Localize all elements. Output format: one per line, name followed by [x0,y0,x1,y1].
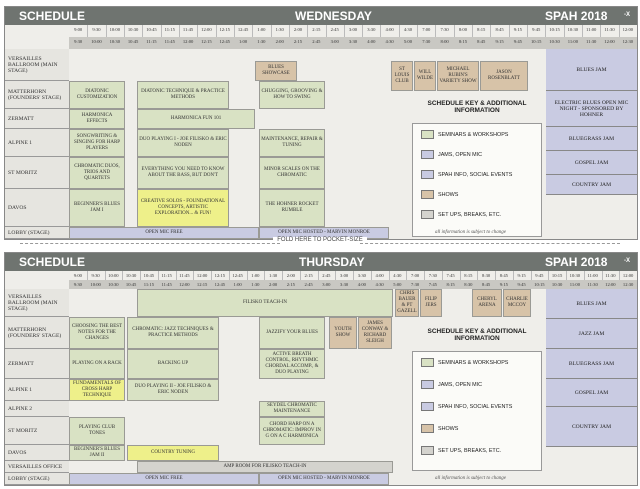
room-versailles-office: VERSAILLES OFFICE [5,461,69,473]
time-slot-label: 2:45 [326,25,345,37]
setup-swatch [421,446,434,455]
key-setup [421,210,501,219]
event-open-mic-free: OPEN MIC FREE [69,227,259,239]
time-slot-label: 12:30 [619,280,638,289]
time-slot-label: 4:30 [371,280,390,289]
key-jams [421,380,482,389]
time-slot-label: 12:00 [176,280,195,289]
time-slot-label: 9:15 [495,280,514,289]
right-jazz-jam: JAZZ JAM [546,319,637,349]
right-country-jam: COUNTRY JAM [546,175,637,195]
time-slot-label: 10:30 [548,280,567,289]
setup-swatch [421,210,434,219]
time-slot-label: 11:00 [564,37,583,49]
right-country-jam: COUNTRY JAM [546,407,637,447]
event-michael-rubin: MICHAEL RUBIN'S VARIETY SHOW [437,61,479,91]
time-slot-label: 1:00 [229,280,248,289]
key-setup-label: SET UPS, BREAKS, ETC. [438,211,502,218]
event-cheryl-arena: CHERYL ARENA [472,289,502,317]
time-slot-label: 2:45 [318,271,337,280]
event-will-wilde: WILL WILDE [414,61,436,91]
event-country-tuning: COUNTRY TUNING [127,445,219,461]
key-seminars-label: SEMINARS & WORKSHOPS [438,359,509,366]
event-everything-bass: EVERYTHING YOU NEED TO KNOW ABOUT THE BASS, BUT DON'T [137,157,229,189]
fold-dash-left [20,243,280,244]
event-title: SPAH 2018 [545,9,608,23]
event-james-conway: JAMES CONWAY & RICHARD SLEIGH [358,317,392,349]
wednesday-header [5,7,637,25]
event-chugging: CHUGGING, GROOVING & HOW TO SWING [259,81,325,109]
time-slot-label: 7:30 [435,25,454,37]
event-fundamentals: FUNDAMENTALS OF CROSS HARP TECHNIQUE [69,379,125,401]
time-slot-label: 5:00 [399,37,418,49]
time-slot-label: 8:45 [472,37,491,49]
time-slot-label: 10:30 [566,271,585,280]
time-slot-label: 2:00 [282,271,301,280]
event-songwriting: SONGWRITING & SINGING FOR HARP PLAYERS [69,129,125,157]
right-electric-blues: ELECTRIC BLUES OPEN MIC NIGHT - SPONSORED BY HOHNER [546,91,637,127]
time-slot-label: 9:45 [509,37,528,49]
time-slot-label: 9:00 [69,271,88,280]
time-slot-label: 10:45 [122,280,141,289]
time-slot-label: 11:45 [158,280,177,289]
time-slot-label: 9:30 [69,37,88,49]
time-slot-label: 12:45 [229,271,248,280]
event-chord-tuning: CHORD HARP ON A CHROMATIC: IMPROV IN G ON A C HARMONICA [259,417,325,445]
time-slot-label: 2:00 [264,280,283,289]
time-slot-label: 2:45 [307,37,326,49]
key-info-label: SPAH INFO, SOCIAL EVENTS [438,403,513,410]
time-slot-label: 11:00 [584,271,603,280]
fold-dash-right [360,243,620,244]
time-slot-label: 8:00 [454,25,473,37]
time-slot-label: 3:00 [326,37,345,49]
time-slot-label: 3:30 [362,25,381,37]
key-jams [421,150,482,159]
key-info-label: SPAH INFO, SOCIAL EVENTS [438,171,513,178]
time-slot-label: 11:30 [602,271,621,280]
room-matterhorn: MATTERHORN (FOUNDERS' STAGE) [5,317,69,349]
time-slot-label: 3:30 [353,271,372,280]
time-slot-label: 3:00 [318,280,337,289]
event-beginners-blues-1: BEGINNER'S BLUES JAM I [69,189,125,227]
time-slot-label: 7:45 [424,280,443,289]
time-slot-label: 10:30 [122,271,141,280]
right-blues-jam: BLUES JAM [546,289,637,319]
time-slot-label: 1:30 [252,37,271,49]
day-title: THURSDAY [299,255,365,269]
event-open-mic-free: OPEN MIC FREE [69,473,259,485]
event-minor-scales: MINOR SCALES ON THE CHROMATIC [259,157,325,189]
right-bluegrass-jam: BLUEGRASS JAM [546,349,637,379]
jam-swatch [421,150,434,159]
event-playing-club: PLAYING CLUB TONES [69,417,125,445]
time-slot-label: 11:15 [158,271,177,280]
event-blues-showcase: BLUES SHOWCASE [255,61,297,81]
event-harmonica-fun: HARMONICA FUN 101 [137,109,255,129]
key-shows [421,190,458,199]
show-swatch [421,424,434,433]
event-hohner-rumble: THE HOHNER ROCKET RUMBLE [259,189,325,227]
key-shows-label: SHOWS [438,191,459,198]
room-versailles: VERSAILLES BALLROOM (MAIN STAGE) [5,49,69,81]
time-slot-label: 3:00 [344,25,363,37]
wednesday-schedule [4,6,638,240]
time-slot-label: 3:30 [344,37,363,49]
time-slot-label: 7:00 [406,271,425,280]
time-slot-label: 8:45 [495,271,514,280]
time-slot-label: 10:45 [140,271,159,280]
time-slot-label: 9:15 [509,25,528,37]
key-seminars [421,358,508,367]
event-chromatic-jazz: CHROMATIC: JAZZ TECHNIQUES & PRACTICE METHODS [127,317,219,349]
time-slot-label: 12:00 [619,271,638,280]
time-slot-label: 10:45 [124,37,143,49]
event-diatonic-custom: DIATONIC CUSTOMIZATION [69,81,125,109]
time-slot-label: 9:30 [87,25,106,37]
x-mark: -X [624,12,630,18]
time-slot-label: 9:15 [490,37,509,49]
schedule-title: SCHEDULE [19,9,86,23]
right-bluegrass-jam: BLUEGRASS JAM [546,127,637,151]
time-slot-label: 10:00 [106,25,125,37]
event-youth-show: YOUTH SHOW [329,317,357,349]
event-active-breath: ACTIVE BREATH CONTROL, RHYTHMIC CHORDAL ACCOMP., & DUO PLAYING [259,349,325,379]
time-slot-label: 12:30 [619,37,638,49]
room-zermatt: ZERMATT [5,109,69,129]
time-slot-label: 7:45 [442,271,461,280]
time-slot-label: 10:00 [87,37,106,49]
show-swatch [421,190,434,199]
key-title: SCHEDULE KEY & ADDITIONAL INFORMATION [427,328,527,342]
time-slot-label: 2:15 [307,25,326,37]
room-lobby: LOBBY (STAGE) [5,473,69,485]
event-jason: JASON ROSENBLATT [480,61,528,91]
time-slot-label: 1:30 [264,271,283,280]
time-slot-label: 11:15 [161,25,180,37]
time-slot-label: 7:30 [406,280,425,289]
time-slot-label: 1:30 [271,25,290,37]
fold-label: FOLD HERE TO POCKET-SIZE [273,237,366,243]
time-slot-label: 10:30 [545,37,564,49]
seminar-swatch [421,130,434,139]
time-slot-label: 10:30 [105,280,124,289]
event-choosing: CHOOSING THE BEST NOTES FOR THE CHANGES [69,317,125,349]
key-setup-label: SET UPS, BREAKS, ETC. [438,447,502,454]
time-slot-label: 4:00 [371,271,390,280]
thursday-header [5,253,637,271]
event-filisko-teach: FILISKO TEACH-IN [137,289,393,317]
time-slot-label: 10:30 [106,37,125,49]
time-slot-label: 8:30 [477,271,496,280]
right-gospel-jam: GOSPEL JAM [546,379,637,407]
time-slot-label: 10:30 [124,25,143,37]
key-jams-label: JAMS, OPEN MIC [438,381,483,388]
thursday-schedule [4,252,638,486]
room-stmoritz: ST MORITZ [5,417,69,445]
time-slot-label: 10:45 [142,25,161,37]
key-seminars-label: SEMINARS & WORKSHOPS [438,131,509,138]
time-slot-label: 12:00 [179,37,198,49]
event-seydel-maint: SEYDEL CHROMATIC MAINTENANCE [259,401,325,417]
time-slot-label: 4:00 [353,280,372,289]
x-mark: -X [624,258,630,264]
room-davos: DAVOS [5,189,69,227]
time-slot-label: 12:45 [234,25,253,37]
time-slot-label: 12:00 [619,25,638,37]
time-slot-label: 1:30 [247,280,266,289]
time-slot-label: 9:45 [513,280,532,289]
time-slot-label: 11:45 [179,25,198,37]
time-slot-label: 11:00 [582,25,601,37]
time-slot-label: 10:00 [105,271,124,280]
time-slot-label: 9:30 [69,280,88,289]
time-slot-label: 11:30 [600,25,619,37]
seminar-swatch [421,358,434,367]
time-slot-label: 7:30 [417,37,436,49]
time-slot-label: 11:45 [161,37,180,49]
room-stmoritz: ST MORITZ [5,157,69,189]
time-slot-label: 8:15 [442,280,461,289]
time-slot-label: 4:30 [380,37,399,49]
event-charlie-mccoy: CHARLIE MCCOY [503,289,531,317]
time-slot-label: 4:30 [399,25,418,37]
time-slot-label: 1:00 [247,271,266,280]
time-slot-label: 12:15 [216,25,235,37]
key-setup [421,446,501,455]
room-zermatt: ZERMATT [5,349,69,379]
time-slot-label: 10:15 [527,37,546,49]
time-slot-label: 4:00 [362,37,381,49]
time-slot-label: 8:15 [472,25,491,37]
event-duo-playing-2: DUO PLAYING II - JOE FILISKO & ERIC NODEN [127,379,219,401]
time-slot-label: 12:00 [602,280,621,289]
time-slot-label: 9:45 [527,25,546,37]
schedule-key [412,100,542,237]
key-info [421,402,512,411]
time-slot-label: 11:30 [582,37,601,49]
day-title: WEDNESDAY [295,9,372,23]
event-creative-solos: CREATIVE SOLOS - FOUNDATIONAL CONCEPTS, ARTISTIC EXPLORATION... & FUN! [137,189,229,227]
time-slot-label: 12:00 [600,37,619,49]
event-backing-up: BACKING UP [127,349,219,379]
schedule-title: SCHEDULE [19,255,86,269]
room-alpine2: ALPINE 2 [5,401,69,417]
time-slot-label: 11:45 [176,271,195,280]
note-subject-to-change: all information is subject to change [435,476,506,481]
time-slot-label: 12:00 [193,271,212,280]
time-slot-label: 8:15 [460,271,479,280]
event-chromatic-duos: CHROMATIC DUOS, TRIOS AND QUARTETS [69,157,125,189]
time-slot-label: 2:15 [300,271,319,280]
time-slot-label: 8:15 [454,37,473,49]
time-slot-label: 9:00 [69,25,88,37]
time-slot-label: 12:15 [193,280,212,289]
room-matterhorn: MATTERHORN (FOUNDERS' STAGE) [5,81,69,109]
event-duo-playing-1: DUO PLAYING I - JOE FILISKO & ERIC NODEN [137,129,229,157]
time-slot-label: 2:00 [271,37,290,49]
key-shows [421,424,458,433]
event-jazzify: JAZZIFY YOUR BLUES [259,317,325,349]
time-slot-label: 10:00 [87,280,106,289]
key-jams-label: JAMS, OPEN MIC [438,151,483,158]
time-slot-label: 2:15 [282,280,301,289]
room-alpine1: ALPINE 1 [5,379,69,401]
event-playing-rack: PLAYING ON A RACK [69,349,125,379]
info-swatch [421,402,434,411]
time-slot-label: 3:30 [335,280,354,289]
info-swatch [421,170,434,179]
time-slot-label: 11:15 [142,37,161,49]
time-slot-label: 12:45 [216,37,235,49]
time-slot-label: 11:00 [566,280,585,289]
room-versailles: VERSAILLES BALLROOM (MAIN STAGE) [5,289,69,317]
key-shows-label: SHOWS [438,425,459,432]
schedule-key [412,328,542,471]
time-slot-label: 11:30 [584,280,603,289]
time-slot-label: 4:00 [380,25,399,37]
right-gospel-jam: GOSPEL JAM [546,151,637,175]
time-slot-label: 10:15 [545,25,564,37]
time-slot-label: 3:00 [335,271,354,280]
time-slot-label: 2:00 [289,25,308,37]
time-header [69,25,637,49]
time-slot-label: 12:00 [197,25,216,37]
event-diatonic-tech: DIATONIC TECHNIQUE & PRACTICE METHODS [137,81,229,109]
time-slot-label: 8:00 [435,37,454,49]
jam-swatch [421,380,434,389]
time-slot-label: 8:30 [460,280,479,289]
key-title: SCHEDULE KEY & ADDITIONAL INFORMATION [427,100,527,114]
time-slot-label: 10:30 [564,25,583,37]
time-slot-label: 12:15 [211,271,230,280]
time-slot-label: 2:15 [289,37,308,49]
event-st-louis: ST LOUIS CLUB [391,61,413,91]
event-beginners-blues-2: BEGINNER'S BLUES JAM II [69,445,125,461]
event-title: SPAH 2018 [545,255,608,269]
time-slot-label: 5:00 [389,280,408,289]
fold-line [0,237,640,249]
time-slot-label: 7:30 [424,271,443,280]
time-slot-label: 11:15 [140,280,159,289]
event-open-mic-hosted: OPEN MIC HOSTED - MARVIN MONROE [259,227,389,239]
event-open-mic-hosted: OPEN MIC HOSTED - MARVIN MONROE [259,473,389,485]
time-slot-label: 8:45 [477,280,496,289]
time-slot-label: 7:00 [417,25,436,37]
event-amp-room: AMP ROOM FOR FILISKO TEACH-IN [137,461,393,473]
event-harp-effects: HARMONICA EFFECTS [69,109,125,129]
event-filip-jers: FILIP JERS [420,289,442,317]
time-slot-label: 10:15 [548,271,567,280]
time-slot-label: 8:45 [490,25,509,37]
time-slot-label: 1:00 [234,37,253,49]
time-header [69,271,637,289]
time-slot-label: 4:30 [389,271,408,280]
time-slot-label: 1:00 [252,25,271,37]
note-subject-to-change: all information is subject to change [435,230,506,235]
event-maintenance: MAINTENANCE, REPAIR & TUNING [259,129,325,157]
time-slot-label: 9:15 [513,271,532,280]
time-slot-label: 10:15 [531,280,550,289]
time-slot-label: 12:15 [197,37,216,49]
key-seminars [421,130,508,139]
time-slot-label: 12:45 [211,280,230,289]
room-davos: DAVOS [5,445,69,461]
right-blues-jam: BLUES JAM [546,49,637,91]
time-slot-label: 9:30 [87,271,106,280]
time-slot-label: 9:45 [531,271,550,280]
room-alpine1: ALPINE 1 [5,129,69,157]
room-lobby: LOBBY (STAGE) [5,227,69,239]
key-info [421,170,512,179]
event-chris-bauer: CHRIS BAUER & PT GAZELL [395,289,419,317]
time-slot-label: 2:45 [300,280,319,289]
